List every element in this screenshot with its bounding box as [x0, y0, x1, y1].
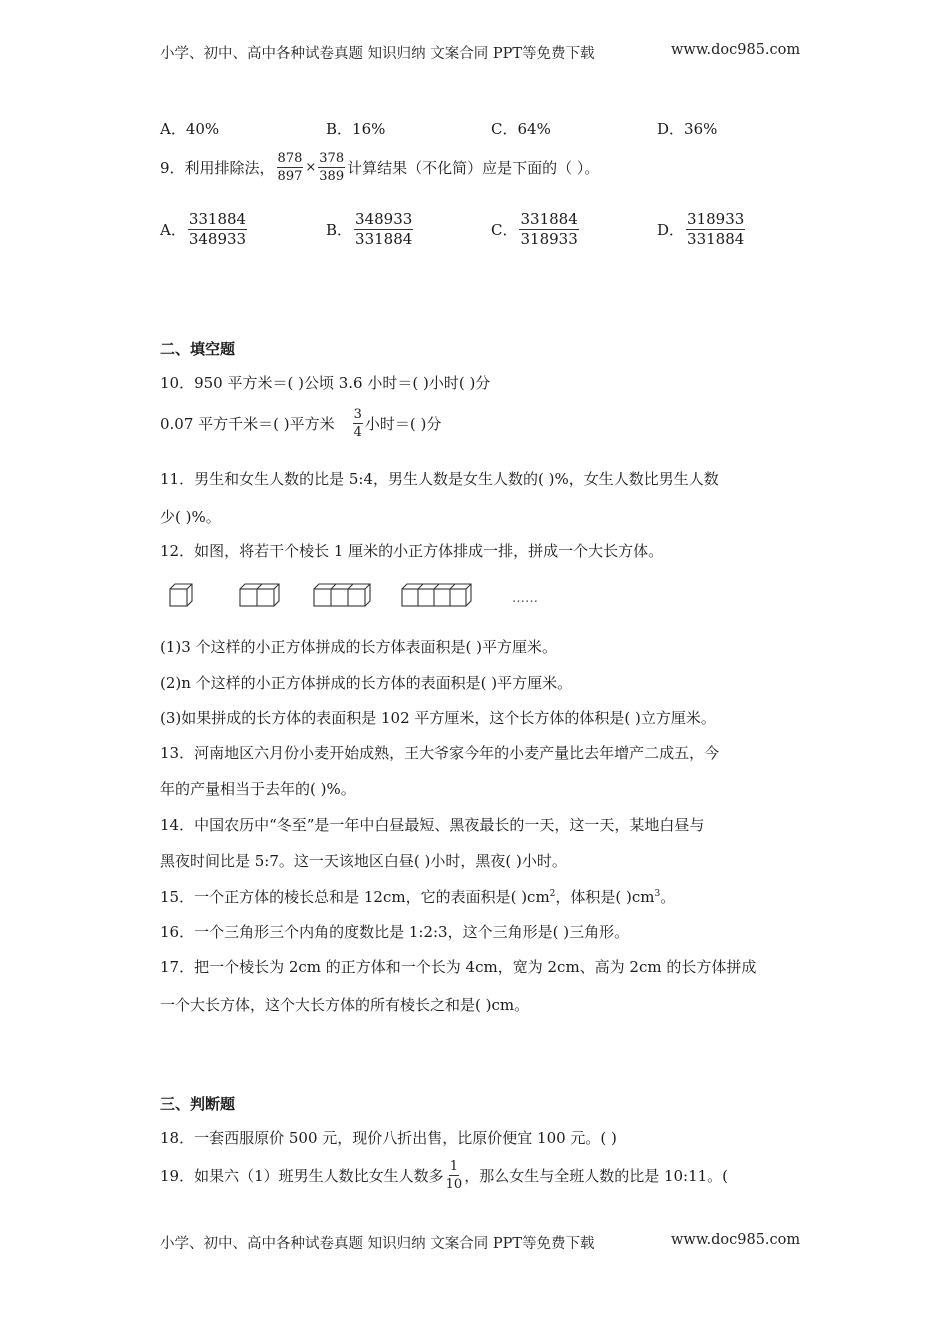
question-10-line-1: 10．950 平方米＝( )公顷 3.6 小时＝( )小时( )分	[160, 374, 491, 392]
question-10-line-2: 0.07 平方千米＝( )平方米 $\frac{3}{4}$ 小时＝( )分	[160, 407, 442, 440]
q8-option-b: B．16%	[326, 120, 386, 138]
question-19: 19．如果六（1）班男生人数比女生人数多 $\frac{1}{10}$ ，那么女生与全班人数的比是 10:11。(	[160, 1159, 729, 1192]
section-2-title: 二、填空题	[160, 340, 236, 358]
cube-row-3	[314, 584, 370, 606]
question-13-line-1: 13．河南地区六月份小麦开始成熟，王大爷家今年的小麦产量比去年增产二成五，今	[160, 744, 720, 762]
page-header-url: www.doc985.com	[671, 42, 801, 58]
question-11-line-1: 11．男生和女生人数的比是 5:4，男生人数是女生人数的( )%，女生人数比男生人数	[160, 470, 719, 488]
question-12-sub-1: (1)3 个这样的小正方体拼成的长方体表面积是( )平方厘米。	[160, 638, 558, 656]
question-9: 9．利用排除法， $\frac{878}{897}$ × $\frac{378}{389}$ 计算结果（不化简）应是下面的（ ）。	[160, 151, 600, 184]
q8-option-c: C．64%	[491, 120, 551, 138]
cube-row-4	[402, 584, 471, 606]
q9-option-d: D． $\frac{318933}{331884}$	[657, 210, 745, 248]
page-header-text: 小学、初中、高中各种试卷真题 知识归纳 文案合同 PPT等免费下载	[160, 46, 595, 62]
cubes-figure	[165, 580, 545, 614]
question-12-intro: 12．如图，将若干个棱长 1 厘米的小正方体排成一排，拼成一个大长方体。	[160, 542, 664, 560]
cube-row-1	[170, 584, 192, 606]
q8-option-a: A．40%	[160, 120, 220, 138]
question-13-line-2: 年的产量相当于去年的( )%。	[160, 780, 356, 798]
q9-option-a: A． $\frac{331884}{348933}$	[160, 210, 247, 248]
section-3-title: 三、判断题	[160, 1095, 236, 1113]
question-11-line-2: 少( )%。	[160, 508, 221, 526]
question-18: 18．一套西服原价 500 元，现价八折出售，比原价便宜 100 元。( )	[160, 1129, 617, 1147]
page-footer-text: 小学、初中、高中各种试卷真题 知识归纳 文案合同 PPT等免费下载	[160, 1236, 595, 1252]
question-15: 15．一个正方体的棱长总和是 12cm，它的表面积是( )$cm^2$，体积是( )$cm^3$。	[160, 888, 676, 906]
q9-fraction-1: $\frac{878}{897}$	[277, 151, 303, 184]
question-12-sub-3: (3)如果拼成的长方体的表面积是 102 平方厘米，这个长方体的体积是( )立方厘米。	[160, 709, 716, 727]
question-14-line-1: 14．中国农历中“冬至”是一年中白昼最短、黑夜最长的一天，这一天，某地白昼与	[160, 816, 705, 834]
question-12-sub-2: (2)n 个这样的小正方体拼成的长方体的表面积是( )平方厘米。	[160, 674, 573, 692]
q9-option-c: C． $\frac{331884}{318933}$	[491, 210, 578, 248]
question-14-line-2: 黑夜时间比是 5:7。这一天该地区白昼( )小时，黑夜( )小时。	[160, 852, 567, 870]
cubes-ellipsis: ……	[512, 591, 538, 606]
page-footer-url: www.doc985.com	[671, 1232, 801, 1248]
q9-option-b: B． $\frac{348933}{331884}$	[326, 210, 413, 248]
question-17-line-2: 一个大长方体，这个大长方体的所有棱长之和是( )cm。	[160, 996, 530, 1014]
question-16: 16．一个三角形三个内角的度数比是 1:2:3，这个三角形是( )三角形。	[160, 923, 630, 941]
question-17-line-1: 17．把一个棱长为 2cm 的正方体和一个长为 4cm，宽为 2cm、高为 2cm 的长方体拼成	[160, 958, 757, 976]
q8-option-d: D．36%	[657, 120, 718, 138]
q9-fraction-2: $\frac{378}{389}$	[319, 151, 345, 184]
cube-row-2	[240, 584, 279, 606]
